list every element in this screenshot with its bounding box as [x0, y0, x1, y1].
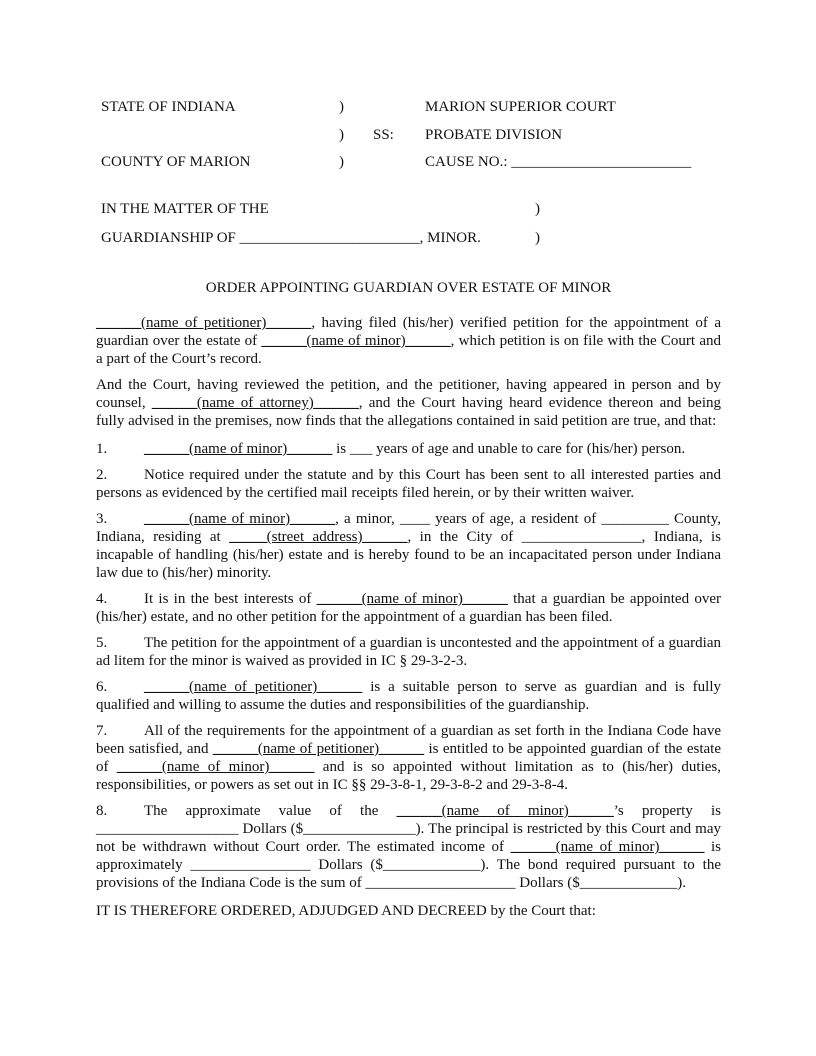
cause-number [425, 153, 691, 171]
finding-5: 5. The petition for the appointment of a guardian is uncontested and the appointment of a guardian ad litem for the minor is waived as provided in IC § 29-3-2-3. [96, 635, 721, 669]
finding-8: 8. The approximate value of the ______(name of minor)______’s property is ___________________ Dollars ($_______________). The principal is restricted by this Court and may not be withdrawn without Court order. The estimated income of ______(name of minor)______ is approximately ________________ Dollars ($_____________). The bond required pursuant to the provisions of the Indiana Code is the sum of ____________________ Dollars ($_____________). [96, 803, 721, 891]
finding-4: 4. It is in the best interests of ______(name of minor)______ that a guardian be appointed over (his/her) estate, and no other petition for the appointment of a guardian has been filed. [96, 591, 721, 625]
county-label: COUNTY OF MARION [101, 154, 251, 170]
matter-line-1: IN THE MATTER OF THE [101, 201, 269, 217]
finding-2: 2. Notice required under the statute and by this Court has been sent to all interested parties and persons as evidenced by the certified mail receipts filed herein, or by their written waiver. [96, 467, 721, 501]
finding-7: 7. All of the requirements for the appointment of a guardian as set forth in the Indiana Code have been satisfied, and ______(name of petitioner)______ is entitled to be appointed guardian of the estate of ______(name of minor)______ and is so appointed without limitation as to (his/her) duties, responsibilities, or powers as set out in IC §§ 29-3-8-1, 29-3-8-2 and 29-3-8-4. [96, 723, 721, 793]
ordered-clause: IT IS THEREFORE ORDERED, ADJUDGED AND DECREED by the Court that: [96, 903, 596, 919]
review-paragraph: And the Court, having reviewed the petition, and the petitioner, having appeared in person and by counsel, ______(name of attorney)______, and the Court having heard evidence thereon and being fully advised in the premises, now finds that the allegations contained in said petition are true, and that: [96, 377, 721, 429]
order-body [96, 314, 721, 928]
cause-label: CAUSE NO.: [425, 154, 508, 170]
petitioner-blank: ______(name of petitioner)______ [96, 315, 312, 331]
ss-label: SS: [373, 127, 394, 143]
state-label: STATE OF INDIANA [101, 99, 236, 115]
matter-line-2: GUARDIANSHIP OF ________________________, MINOR. [101, 230, 481, 246]
intro-paragraph: ______(name of petitioner)______, having filed (his/her) verified petition for the appointment of a guardian over the estate of ______(name of minor)______, which petition is on file with the Court and a part of the Court’s record. [96, 315, 721, 367]
petitioner-blank: ______(name of petitioner)______ [144, 679, 363, 695]
caption-paren: ) [339, 154, 344, 170]
matter-paren: ) [535, 230, 540, 246]
minor-blank: ______(name of minor)______ [116, 759, 315, 775]
finding-6: 6. ______(name of petitioner)______ is a suitable person to serve as guardian and is fully qualified and willing to assume the duties and responsibilities of the guardianship. [96, 679, 722, 713]
caption-paren: ) [339, 127, 344, 143]
street-blank: _____(street address)______ [229, 529, 408, 545]
court-name: MARION SUPERIOR COURT [425, 99, 616, 115]
caption-paren: ) [339, 99, 344, 115]
matter-paren: ) [535, 201, 540, 217]
court-division: PROBATE DIVISION [425, 127, 563, 143]
minor-blank: ______(name of minor)______ [510, 839, 705, 855]
document-title: ORDER APPOINTING GUARDIAN OVER ESTATE OF MINOR [205, 280, 612, 296]
finding-1: 1. ______(name of minor)______ is ___ years of age and unable to care for (his/her) person. [96, 441, 686, 457]
cause-blank: ________________________ [511, 154, 692, 170]
attorney-blank: ______(name of attorney)______ [151, 395, 359, 411]
minor-blank: ______(name of minor)______ [316, 591, 508, 607]
finding-3: 3. ______(name of minor)______, a minor, ____ years of age, a resident of _________ County, Indiana, residing at _____(street address)______, in the City of ________________, Indiana, is incapable of handling (his/her) estate and is hereby found to be an incapacitated person under Indiana law due to (his/her) minority. [96, 511, 721, 581]
minor-blank: ______(name of minor)______ [144, 441, 333, 457]
minor-blank: ______(name of minor)______ [396, 803, 614, 819]
minor-blank: ______(name of minor)______ [261, 333, 451, 349]
minor-blank: ______(name of minor)______ [144, 511, 336, 527]
petitioner-blank: ______(name of petitioner)______ [212, 741, 425, 757]
